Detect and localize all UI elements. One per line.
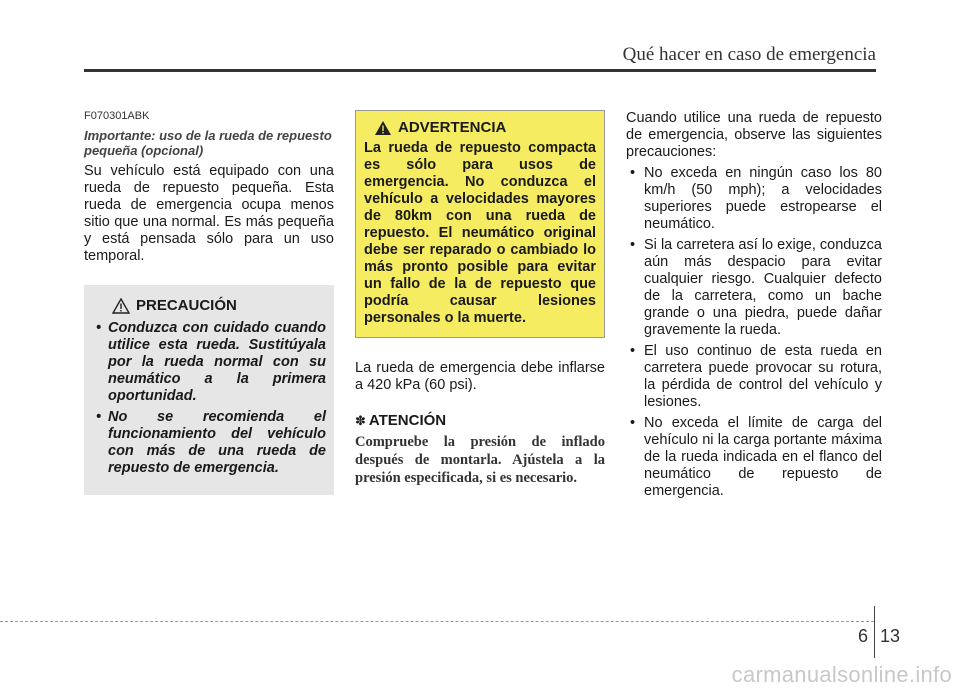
page-header-title: Qué hacer en caso de emergencia: [622, 44, 876, 65]
left-column: [84, 110, 334, 495]
note-title-row: [355, 412, 605, 429]
caution-item: • No se recomienda el funcionamiento del vehículo con más de una rueda de repuesto de emergencia.: [92, 409, 326, 477]
note-star-icon: ✽: [355, 412, 366, 428]
section-code: F070301ABK: [84, 110, 150, 122]
caution-item: • Conduzca con cuidado cuando utilice esta rueda. Sustitúyala por la rueda normal con su neumático a la primera oportunidad.: [92, 320, 326, 405]
watermark: carmanualsonline.info: [731, 662, 952, 687]
note-title: ATENCIÓN: [368, 412, 447, 429]
footer-rule: [0, 621, 874, 622]
warning-box: [355, 110, 605, 338]
intro-paragraph: Su vehículo está equipado con una rueda de repuesto pequeña. Esta rueda de emergencia ocupa menos sitio que una normal. Es más pequeña y está pensada sólo para un uso temporal.: [84, 163, 334, 264]
header-rule: [84, 69, 876, 72]
warning-body: La rueda de repuesto compacta es sólo para usos de emergencia. No conduzca el vehículo a velocidades mayores de 80km con una rueda de repuesto. El neumático original debe ser reparado o cambiado lo más pronto posible para evitar un fallo de la de repuesto que podría causar lesiones personales o la muerte.: [364, 140, 596, 326]
precautions-intro: Cuando utilice una rueda de repuesto de emergencia, observe las siguientes precauciones:: [626, 110, 882, 160]
precaution-item: • Si la carretera así lo exige, conduzca aún más despacio para evitar cualquier riesgo. Cualquier defecto de la carretera, como un bache grande o una piedra, puede dañar gravemente la rueda.: [626, 237, 882, 339]
footer-divider: [874, 606, 875, 658]
section-subhead: Importante: uso de la rueda de repuesto pequeña (opcional): [84, 128, 332, 158]
warning-triangle-filled-icon: [374, 120, 392, 136]
precaution-item: • El uso continuo de esta rueda en carretera puede provocar su rotura, la pérdida de control del vehículo y lesiones.: [626, 343, 882, 411]
middle-column: [355, 110, 605, 487]
section-number: 6: [857, 626, 868, 646]
precaution-item: • No exceda en ningún caso los 80 km/h (50 mph); a velocidades superiores puede estropearse el neumático.: [626, 165, 882, 233]
warning-title-row: [364, 119, 596, 136]
caution-list: [92, 320, 326, 477]
warning-title: ADVERTENCIA: [398, 119, 507, 136]
caution-title: PRECAUCIÓN: [136, 297, 237, 314]
inflation-paragraph: La rueda de emergencia debe inflarse a 420 kPa (60 psi).: [355, 360, 605, 393]
precautions-list: [626, 165, 882, 500]
page-number: 13: [880, 626, 901, 646]
note-body: Compruebe la presión de inflado después de montarla. Ajústela a la presión especificada, si es necesario.: [355, 434, 605, 486]
warning-triangle-icon: [112, 298, 130, 314]
caution-box: [84, 285, 334, 495]
right-column: [626, 110, 882, 504]
caution-title-row: [92, 297, 326, 314]
precaution-item: • No exceda el límite de carga del vehículo ni la carga portante máxima de la rueda indicada en el flanco del neumático de repuesto de emergencia.: [626, 415, 882, 500]
